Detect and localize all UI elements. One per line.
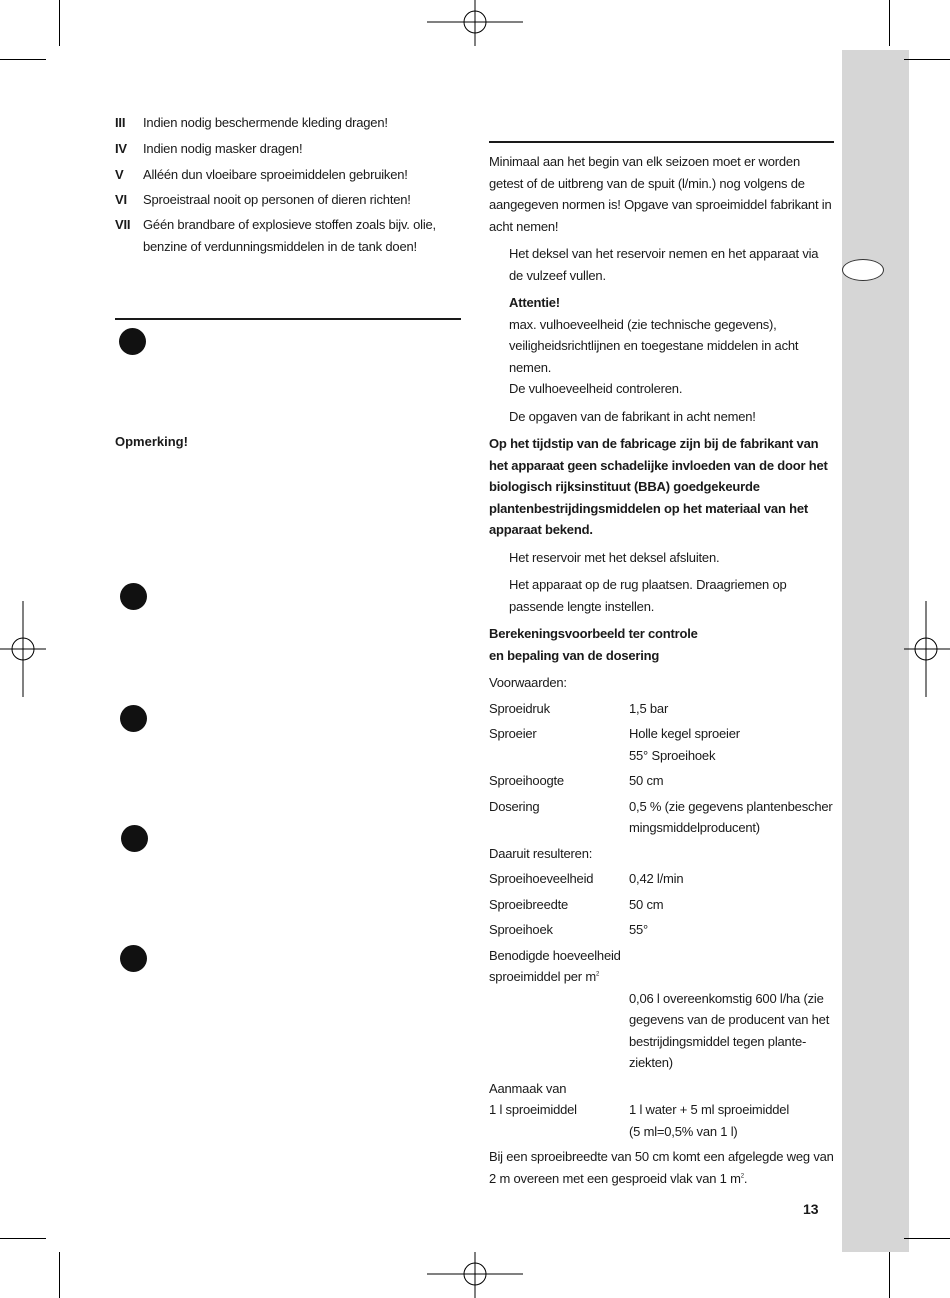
- result-row: [489, 868, 835, 890]
- section-rule: [489, 141, 834, 143]
- condition-label: Sproeier: [489, 726, 537, 741]
- crop-mark: [0, 1238, 46, 1239]
- condition-label: Sproeihoogte: [489, 773, 564, 788]
- warning-number: VI: [115, 192, 127, 207]
- calc-heading-1: Berekeningsvoorbeeld ter controle: [489, 626, 698, 641]
- instruction-fill: Het deksel van het reservoir nemen en het apparaat via de vulzeef vullen.: [509, 246, 819, 283]
- registration-mark-right: [904, 601, 950, 697]
- condition-value: 1,5 bar: [629, 700, 669, 716]
- superscript: 2: [740, 1173, 744, 1180]
- crop-mark: [59, 0, 60, 46]
- crop-mark: [889, 0, 890, 46]
- condition-value-2: 55° Sproeihoek: [629, 747, 716, 763]
- mix-label: Aanmaak van: [489, 1080, 567, 1096]
- side-tab: [842, 50, 909, 1252]
- step-marker: [119, 328, 146, 355]
- registration-mark-top: [427, 0, 523, 46]
- crop-mark: [889, 1252, 890, 1298]
- condition-label: Dosering: [489, 798, 540, 814]
- result-row: [489, 919, 835, 941]
- result-label: Sproeibreedte: [489, 896, 569, 912]
- condition-value-2: mingsmiddelproducent): [629, 820, 760, 835]
- warning-number: VII: [115, 217, 131, 232]
- condition-label: Sproeidruk: [489, 700, 550, 716]
- page-number: 13: [803, 1201, 819, 1217]
- mix-value-2: (5 ml=0,5% van 1 l): [629, 1123, 738, 1139]
- registration-mark-bottom: [427, 1252, 523, 1298]
- condition-row: [489, 723, 835, 766]
- required-amount-label: Benodigde hoeveelheid: [489, 947, 621, 963]
- warning-number: V: [115, 167, 124, 182]
- warning-number: III: [115, 115, 126, 130]
- conditions-label: Voorwaarden:: [489, 675, 567, 690]
- final-text: Bij een sproeibreedte van 50 cm komt een afgelegde weg van 2 m overeen met een gesproeid vlak van 1 m: [489, 1149, 834, 1186]
- condition-row: [489, 770, 835, 792]
- condition-row: [489, 698, 835, 720]
- step-marker: [121, 825, 148, 852]
- instruction-manufacturer: De opgaven van de fabrikant in acht nemen!: [509, 408, 756, 424]
- final-paragraph: [489, 1146, 835, 1189]
- step-marker: [120, 705, 147, 732]
- crop-mark: [904, 1238, 950, 1239]
- warning-number: IV: [115, 141, 127, 156]
- step-marker: [120, 583, 147, 610]
- right-column: [489, 151, 835, 1189]
- warning-text: Sproeistraal nooit op personen of dieren richten!: [143, 192, 411, 207]
- results-label: Daaruit resulteren:: [489, 845, 593, 861]
- condition-value: Holle kegel sproeier: [629, 726, 740, 741]
- instruction-wear: Het apparaat op de rug plaatsen. Draagriemen op passende lengte instellen.: [509, 577, 787, 614]
- instruction-close: Het reservoir met het deksel afsluiten.: [509, 549, 720, 565]
- crop-mark: [0, 59, 46, 60]
- mix-label-2: 1 l sproeimiddel: [489, 1102, 577, 1117]
- warning-text: Indien nodig beschermende kleding dragen!: [143, 115, 388, 130]
- crop-mark: [904, 59, 950, 60]
- mix-value: 1 l water + 5 ml sproeimiddel: [629, 1102, 790, 1117]
- manufacturer-notice: Op het tijdstip van de fabricage zijn bij de fabrikant van het apparaat geen schadelijke invloeden van de door het biologisch rijksinstituut (BBA) goedgekeurde plantenbestrijdingsmiddelen op het materiaal van het apparaat bekend.: [489, 436, 828, 537]
- language-tab-marker: [842, 259, 884, 281]
- warning-text: Géén brandbare of explosieve stoffen zoals bijv. olie, benzine of verdunningsmiddelen in de tank doen!: [143, 217, 436, 254]
- required-amount-value: 0,06 l overeenkomstig 600 l/ha (zie gegevens van de producent van het bestrijdingsmiddel tegen plante-ziekten): [629, 990, 830, 1070]
- result-value: 55°: [629, 922, 649, 937]
- result-label: Sproeihoek: [489, 922, 553, 937]
- warning-text: Indien nodig masker dragen!: [143, 141, 303, 156]
- crop-mark: [59, 1252, 60, 1298]
- required-amount-label-text: sproeimiddel per m: [489, 969, 596, 984]
- registration-mark-left: [0, 601, 46, 697]
- mix-row: [489, 1099, 835, 1142]
- superscript: 2: [595, 971, 600, 978]
- section-rule: [115, 318, 461, 320]
- condition-row: [489, 796, 835, 839]
- step-marker: [120, 945, 147, 972]
- result-row: [489, 894, 835, 916]
- result-value: 50 cm: [629, 896, 664, 912]
- condition-value: 50 cm: [629, 773, 664, 788]
- condition-value: 0,5 % (zie gegevens plantenbescher: [629, 798, 833, 814]
- attention-heading: Attentie!: [509, 295, 560, 310]
- required-amount-label-2: [489, 966, 835, 988]
- warning-text: Alléén dun vloeibare sproeimiddelen gebruiken!: [143, 167, 408, 182]
- attention-text-2: De vulhoeveelheid controleren.: [509, 381, 683, 396]
- calc-heading-2: en bepaling van de dosering: [489, 647, 660, 663]
- attention-text: max. vulhoeveelheid (zie technische gegevens), veiligheidsrichtlijnen en toegestane middelen in acht nemen.: [509, 316, 799, 375]
- intro-paragraph: Minimaal aan het begin van elk seizoen moet er worden getest of de uitbreng van de spuit (l/min.) nog volgens de aangegeven normen is! Opgave van sproeimiddel fabrikant in acht nemen!: [489, 154, 832, 234]
- final-end: .: [743, 1170, 748, 1186]
- note-heading: Opmerking!: [115, 434, 188, 449]
- result-value: 0,42 l/min: [629, 871, 684, 886]
- result-label: Sproeihoeveelheid: [489, 871, 594, 886]
